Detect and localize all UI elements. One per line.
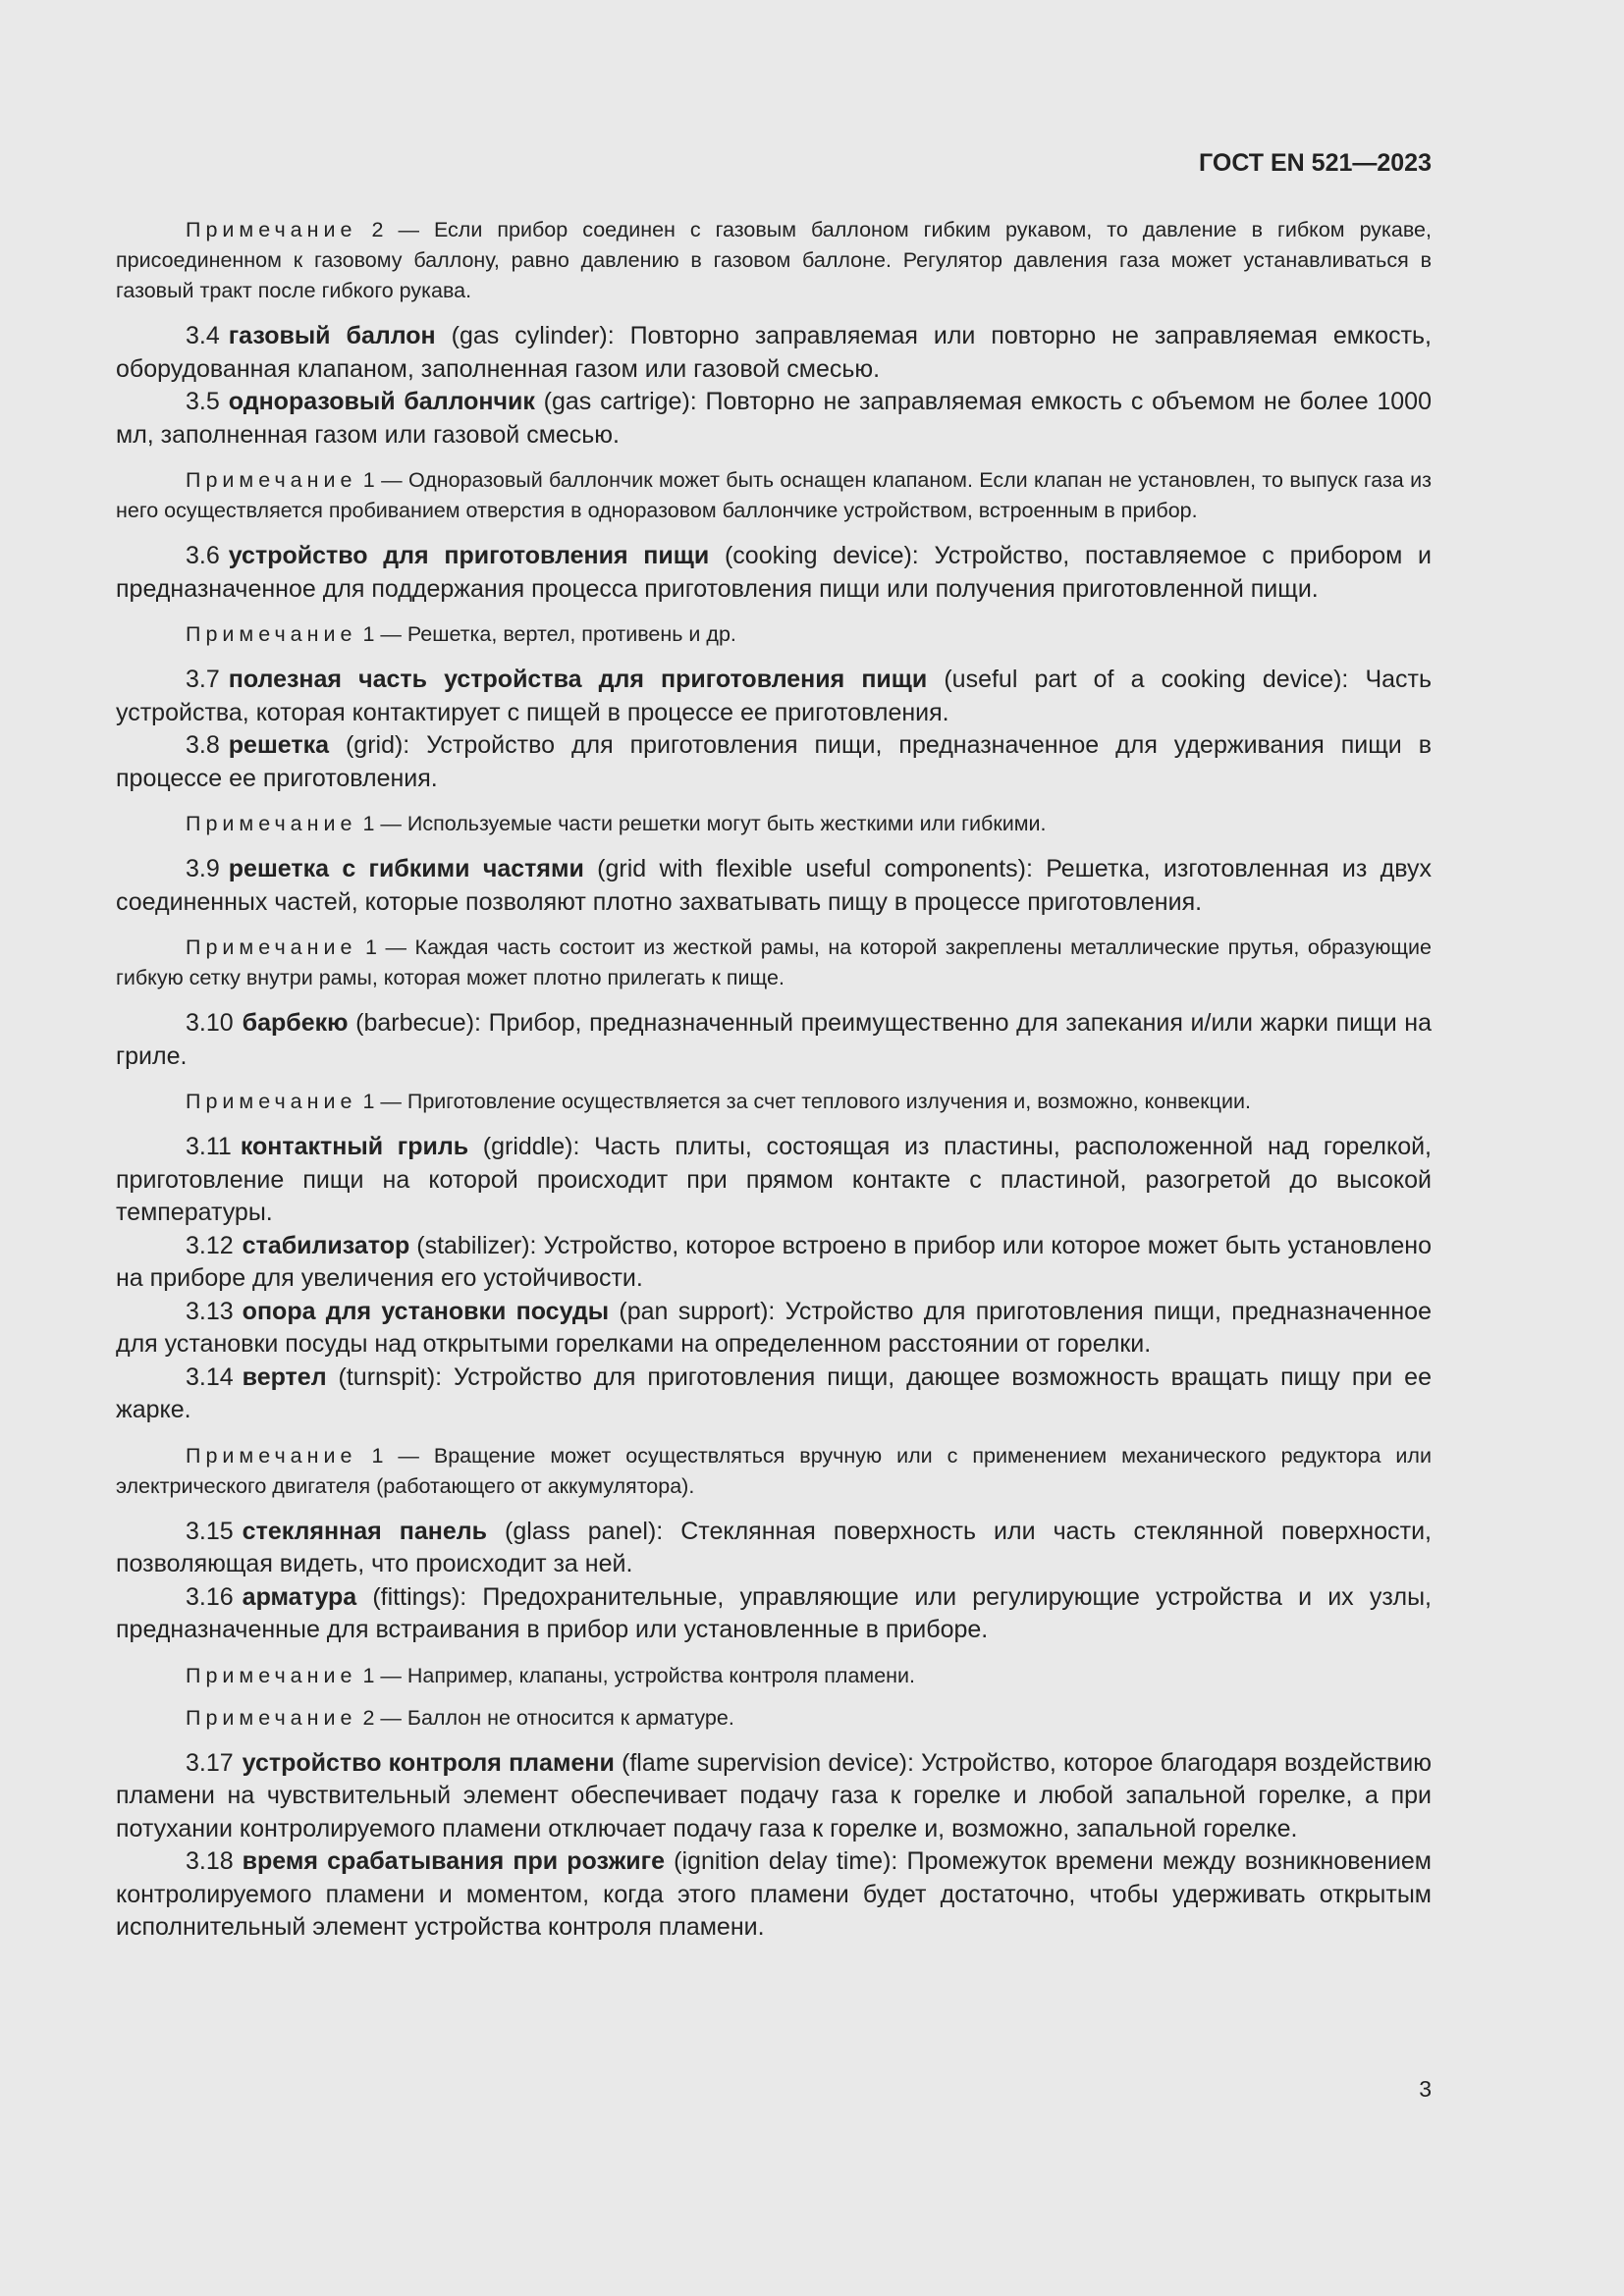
definition-text: (grid): Устройство для приготовления пищи, предназначенное для удерживания пищи в процессе ее приготовления. <box>116 731 1432 792</box>
term: стеклянная панель <box>242 1517 487 1545</box>
note-label: Примечание <box>186 1705 357 1730</box>
note-label: Примечание <box>186 1090 357 1113</box>
note-number: 1 <box>365 935 377 959</box>
document-body <box>116 215 1432 1945</box>
term: газовый баллон <box>228 322 436 349</box>
definition-text: (gas cylinder): Повторно заправляемая или повторно не заправляемая емкость, оборудованная клапаном, заполненная газом или газовой смесью. <box>116 322 1432 383</box>
note-text: — Решетка, вертел, противень и др. <box>380 622 736 646</box>
term-definition <box>116 853 1432 919</box>
note-text: — Используемые части решетки могут быть жесткими или гибкими. <box>380 812 1047 835</box>
note-label: Примечание <box>186 622 357 646</box>
definition-text: (pan support): Устройство для приготовления пищи, предназначенное для установки посуды над открытыми горелками на определенном расстоянии от горелки. <box>116 1297 1432 1358</box>
note-text: — Баллон не относится к арматуре. <box>380 1705 734 1730</box>
term: решетка <box>228 731 330 759</box>
note-number: 1 <box>362 468 375 492</box>
definition-text: (grid with flexible useful components): Решетка, изготовленная из двух соединенных частей, которые позволяют плотно захватывать пищу в процессе приготовления. <box>116 855 1432 916</box>
definition-text: (turnspit): Устройство для приготовления пищи, дающее возможность вращать пищу при ее жарке. <box>116 1362 1432 1423</box>
clause-number: 3.7 <box>186 666 220 693</box>
term-definition <box>116 1230 1432 1296</box>
clause-number: 3.4 <box>186 322 220 349</box>
clause-number: 3.13 <box>186 1297 234 1325</box>
note-text: — Одноразовый баллончик может быть оснащен клапаном. Если клапан не установлен, то выпуск газа из него осуществляется пробиванием отверстия в одноразовом баллончике устройством, встроенным в прибор. <box>116 468 1432 522</box>
definition-text: (flame supervision device): Устройство, которое благодаря воздействию пламени на чувствительный элемент обеспечивает подачу газа к горелке и любой запальной горелке, а при потухании контролируемого пламени отключает подачу газа к горелке и, возможно, запальной горелке. <box>116 1748 1432 1842</box>
note <box>116 809 1432 839</box>
clause-number: 3.8 <box>186 731 220 759</box>
term-definition <box>116 1581 1432 1647</box>
note-number: 2 <box>362 1705 375 1730</box>
note-number: 1 <box>362 1663 375 1687</box>
term: время срабатывания при розжиге <box>242 1847 665 1875</box>
note-label: Примечание <box>186 812 357 835</box>
term-definition <box>116 1516 1432 1581</box>
term: решетка с гибкими частями <box>228 855 584 882</box>
note <box>116 1703 1432 1734</box>
clause-number: 3.18 <box>186 1847 234 1875</box>
note-label: Примечание <box>186 935 357 959</box>
term: стабилизатор <box>242 1231 410 1259</box>
clause-number: 3.16 <box>186 1582 234 1611</box>
term-definition <box>116 664 1432 729</box>
term-definition <box>116 320 1432 386</box>
clause-number: 3.14 <box>186 1362 234 1391</box>
note-number: 1 <box>362 812 375 835</box>
term: арматура <box>242 1582 357 1611</box>
clause-number: 3.17 <box>186 1748 234 1777</box>
definition-text: (stabilizer): Устройство, которое встроено в прибор или которое может быть установлено на приборе для увеличения его устойчивости. <box>116 1231 1432 1292</box>
note-text: — Если прибор соединен с газовым баллоном гибким рукавом, то давление в гибком рукаве, присоединенном к газовому баллону, равно давлению в газовом баллоне. Регулятор давления газа может устанавливаться в газовый тракт после гибкого рукава. <box>116 218 1432 302</box>
document-page <box>116 137 1432 1945</box>
definition-text: (gas cartrige): Повторно не заправляемая емкость с объемом не более 1000 мл, заполненная газом или газовой смесью. <box>116 388 1432 449</box>
note <box>116 1441 1432 1502</box>
note-text: — Например, клапаны, устройства контроля пламени. <box>380 1663 916 1687</box>
definition-text: (cooking device): Устройство, поставляемое с прибором и предназначенное для поддержания процесса приготовления пищи или получения приготовленной пищи. <box>116 542 1432 603</box>
term-definition <box>116 540 1432 606</box>
clause-number: 3.12 <box>186 1231 234 1259</box>
page-number: 3 <box>1419 2076 1432 2102</box>
note-number: 2 <box>371 218 384 241</box>
term: опора для установки посуды <box>242 1297 610 1325</box>
note-text: — Вращение может осуществляться вручную или с применением механического редуктора или электрического двигателя (работающего от аккумулятора). <box>116 1443 1432 1498</box>
definition-text: (ignition delay time): Промежуток времени между возникновением контролируемого пламени и моментом, когда этого пламени будет достаточно, чтобы удерживать открытым исполнительный элемент устройства контроля пламени. <box>116 1847 1432 1941</box>
term-definition <box>116 729 1432 795</box>
document-code: ГОСТ EN 521—2023 <box>1199 149 1432 177</box>
clause-number: 3.5 <box>186 388 220 415</box>
note-label: Примечание <box>186 218 357 241</box>
definition-text: (barbecue): Прибор, предназначенный преимущественно для запекания и/или жарки пищи на гриле. <box>116 1009 1432 1070</box>
term: одноразовый баллончик <box>228 388 535 415</box>
note-label: Примечание <box>186 468 357 492</box>
term-definition <box>116 386 1432 452</box>
term: полезная часть устройства для приготовления пищи <box>228 666 928 693</box>
note-label: Примечание <box>186 1443 357 1468</box>
definition-text: (griddle): Часть плиты, состоящая из пластины, расположенной над горелкой, приготовление пищи на которой происходит при прямом контакте с пластиной, разогретой до высокой температуры. <box>116 1133 1433 1226</box>
term: устройство для приготовления пищи <box>228 542 710 569</box>
clause-number: 3.15 <box>186 1517 234 1545</box>
term: контактный гриль <box>240 1133 469 1160</box>
clause-number: 3.9 <box>186 855 220 882</box>
term-definition <box>116 1362 1432 1427</box>
note <box>116 465 1432 526</box>
note-text: — Каждая часть состоит из жесткой рамы, на которой закреплены металлические прутья, образующие гибкую сетку внутри рамы, которая может плотно прилегать к пище. <box>116 935 1432 989</box>
note <box>116 619 1432 650</box>
term-definition <box>116 1747 1432 1846</box>
clause-number: 3.11 <box>186 1133 232 1160</box>
clause-number: 3.10 <box>186 1009 234 1037</box>
term-definition <box>116 1296 1432 1362</box>
term: устройство контроля пламени <box>242 1748 615 1777</box>
term: барбекю <box>242 1009 349 1037</box>
term: вертел <box>242 1362 327 1391</box>
note <box>116 933 1432 993</box>
definition-text: (useful part of a cooking device): Часть устройства, которая контактирует с пищей в процессе ее приготовления. <box>116 666 1432 726</box>
definition-text: (fittings): Предохранительные, управляющие или регулирующие устройства и их узлы, предназначенные для встраивания в прибор или установленные в приборе. <box>116 1582 1432 1643</box>
note-number: 1 <box>362 1090 375 1113</box>
note <box>116 215 1432 306</box>
note-number: 1 <box>362 622 375 646</box>
term-definition <box>116 1845 1432 1945</box>
note-label: Примечание <box>186 1663 357 1687</box>
term-definition <box>116 1131 1432 1230</box>
note-text: — Приготовление осуществляется за счет теплового излучения и, возможно, конвекции. <box>380 1090 1251 1113</box>
note <box>116 1087 1432 1117</box>
note-number: 1 <box>371 1443 384 1468</box>
term-definition <box>116 1007 1432 1073</box>
definition-text: (glass panel): Стеклянная поверхность или часть стеклянной поверхности, позволяющая видеть, что происходит за ней. <box>116 1517 1432 1577</box>
clause-number: 3.6 <box>186 542 220 569</box>
note <box>116 1661 1432 1691</box>
